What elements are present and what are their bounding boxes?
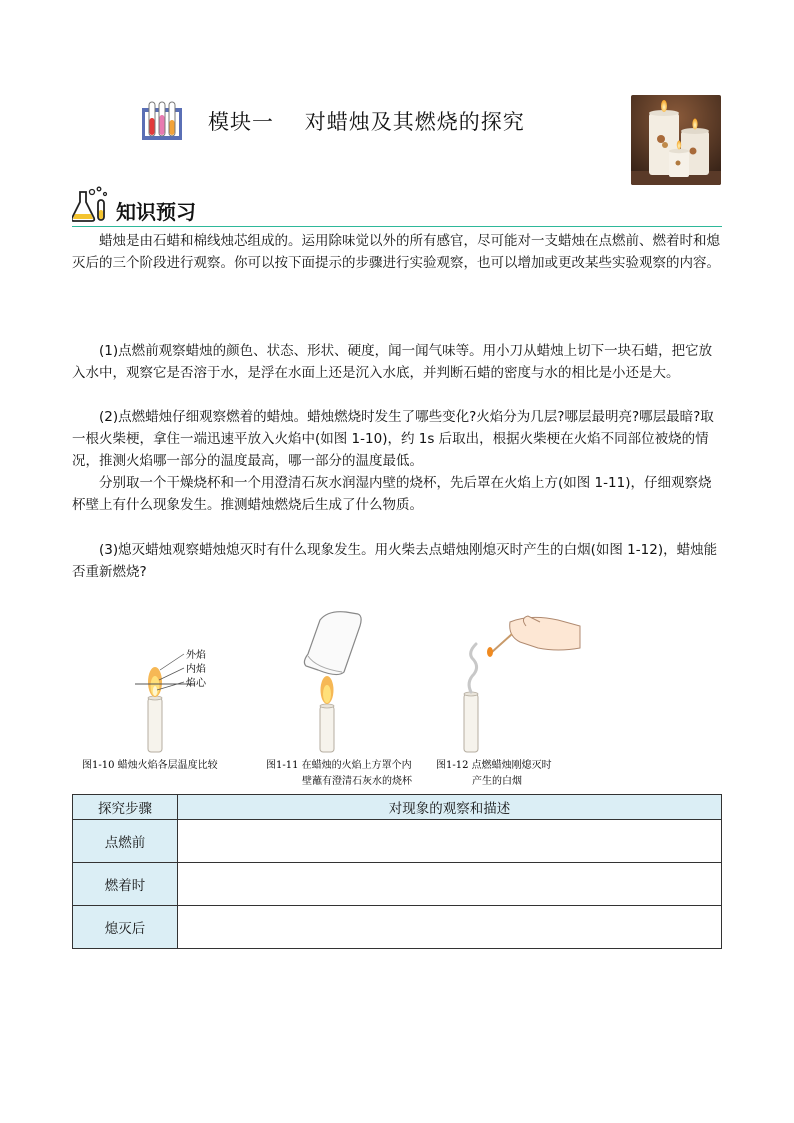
table-row	[73, 906, 722, 949]
test-tube-rack-icon	[140, 98, 184, 142]
lab-flask-icon	[72, 186, 114, 224]
table-row	[73, 863, 722, 906]
fig12-caption-line1: 图1-12 点燃蜡烛刚熄灭时	[436, 760, 552, 771]
fig12-candle-match	[464, 616, 580, 752]
step-1-paragraph: (1)点燃前观察蜡烛的颜色、状态、形状、硬度，闻一闻气味等。用小刀从蜡烛上切下一块石蜡，把它放入水中，观察它是否溶于水，是浮在水面上还是沉入水底，并判断石蜡的密度与水的相比是小还是大。	[72, 343, 713, 381]
inner-flame-label: 内焰	[186, 664, 206, 675]
table-row	[73, 820, 722, 863]
table-answer-cell[interactable]	[178, 863, 722, 906]
table-step-cell: 点燃前	[73, 820, 178, 863]
page-title: 模块一 对蜡烛及其燃烧的探究	[208, 110, 525, 134]
step-2b-paragraph: 分别取一个干燥烧杯和一个用澄清石灰水润湿内壁的烧杯，先后罩在火焰上方(如图 1-11)，仔细观察烧杯壁上有什么现象发生。推测蜡烛燃烧后生成了什么物质。	[72, 475, 712, 513]
section-divider	[72, 226, 722, 227]
table-step-cell: 燃着时	[73, 863, 178, 906]
table-header-cell: 探究步骤	[73, 795, 178, 820]
table-answer-cell[interactable]	[178, 906, 722, 949]
flame-core-label: 焰心	[186, 678, 206, 689]
fig11-caption-line1: 图1-11 在蜡烛的火焰上方罩个内	[266, 760, 412, 771]
candles-photo	[631, 95, 721, 185]
fig10-caption: 图1-10 蜡烛火焰各层温度比较	[82, 760, 218, 771]
step-2-paragraph: (2)点燃蜡烛仔细观察燃着的蜡烛。蜡烛燃烧时发生了哪些变化?火焰分为几层?哪层最明亮?哪层最暗?取一根火柴梗，拿住一端迅速平放入火焰中(如图 1-10)，约 1s 后取出，根据火柴梗在火焰不同部位被烧的情况，推测火焰哪一部分的温度最高，哪一部分的温度最低。	[72, 409, 714, 469]
table-header-row	[73, 795, 722, 820]
table-header-cell: 对现象的观察和描述	[178, 795, 722, 820]
outer-flame-label: 外焰	[186, 650, 206, 661]
fig11-candle-beaker	[304, 612, 361, 752]
table-step-cell: 熄灭后	[73, 906, 178, 949]
step-3-paragraph: (3)熄灭蜡烛观察蜡烛熄灭时有什么现象发生。用火柴去点蜡烛刚熄灭时产生的白烟(如图 1-12)，蜡烛能否重新燃烧?	[72, 542, 718, 580]
section-title: 知识预习	[116, 200, 196, 224]
intro-paragraph: 蜡烛是由石蜡和棉线烛芯组成的。运用除味觉以外的所有感官，尽可能对一支蜡烛在点燃前、燃着时和熄灭后的三个阶段进行观察。你可以按下面提示的步骤进行实验观察，也可以增加或更改某些实验观察的内容。	[72, 233, 720, 271]
fig12-caption-line2: 产生的白烟	[472, 776, 522, 787]
fig11-caption-line2: 壁蘸有澄清石灰水的烧杯	[302, 776, 412, 787]
candle-experiment-figure	[80, 606, 680, 791]
table-answer-cell[interactable]	[178, 820, 722, 863]
observation-table	[72, 794, 722, 949]
